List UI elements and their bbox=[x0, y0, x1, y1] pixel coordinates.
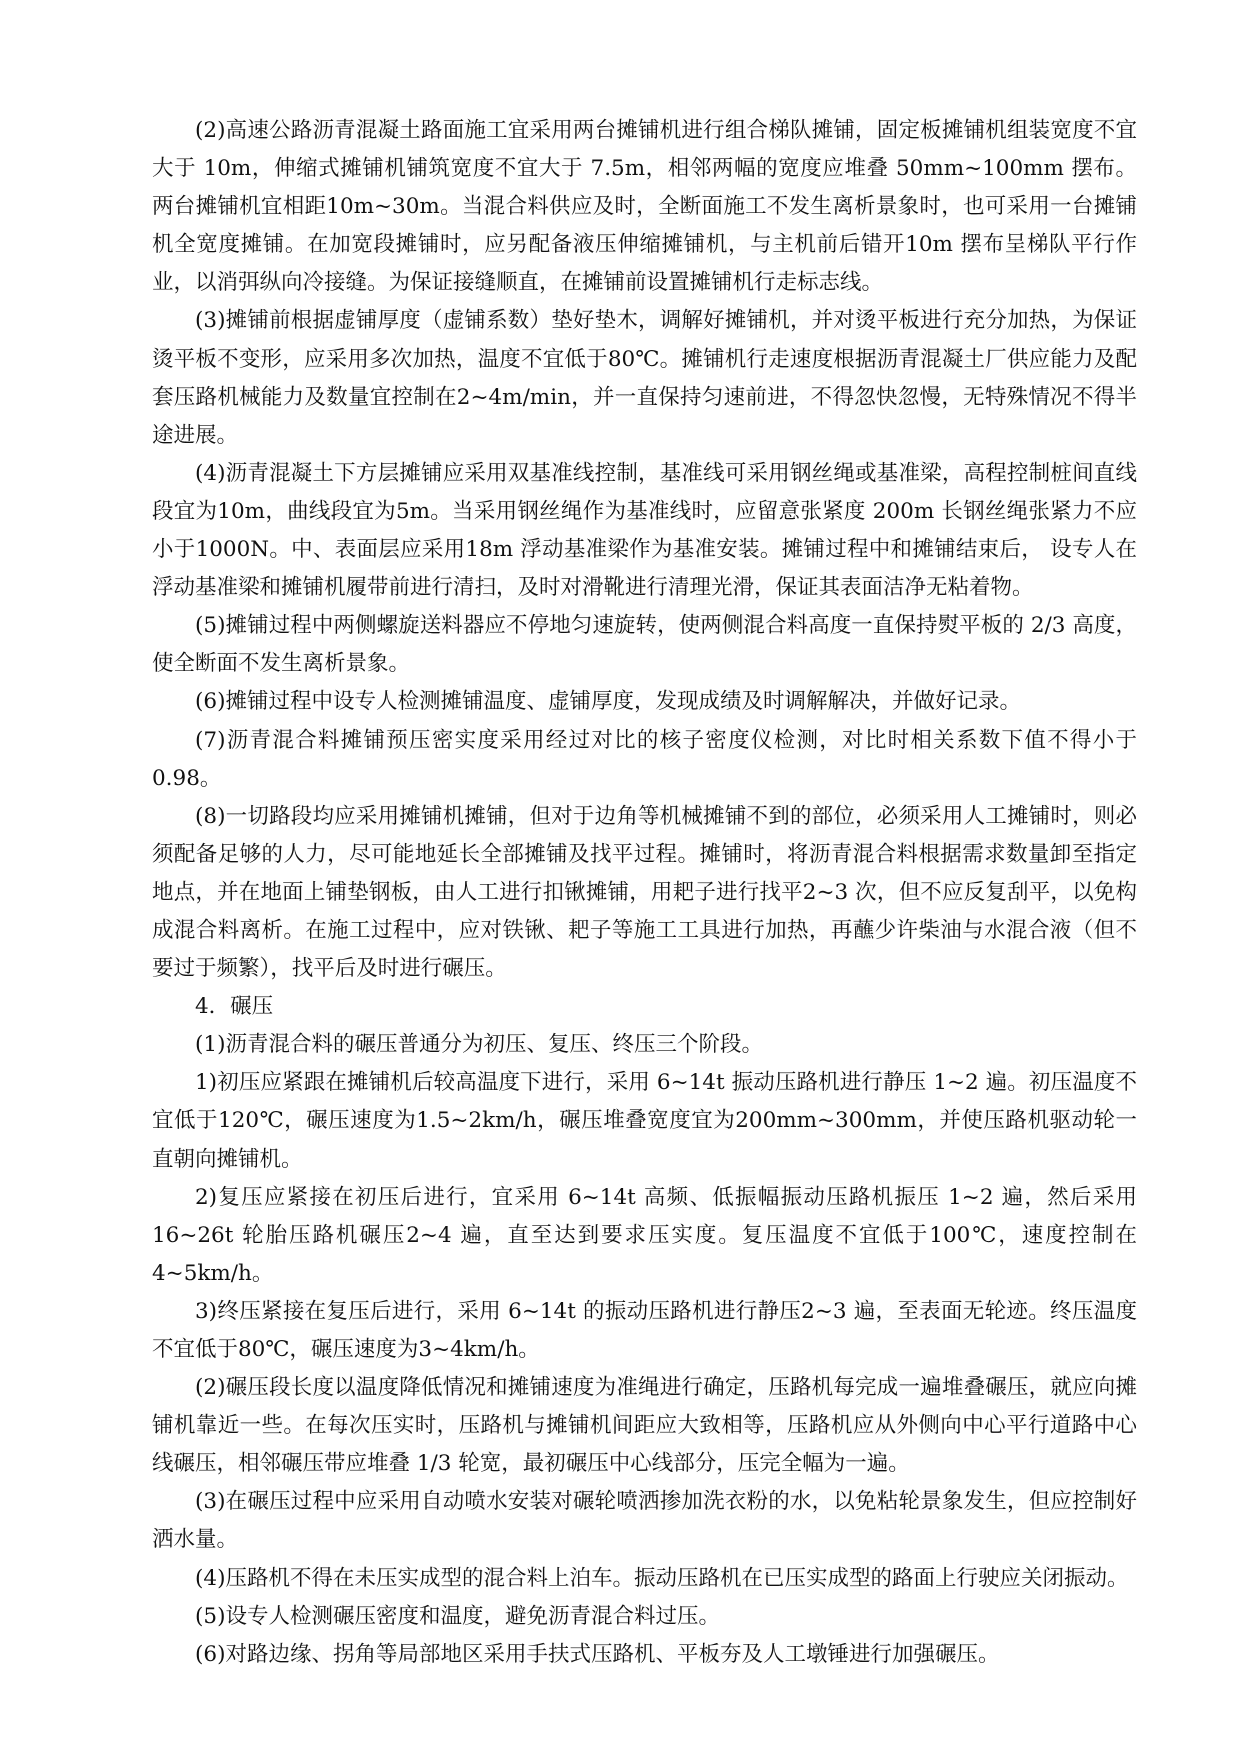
paragraph-paving-combination: (2)高速公路沥青混凝土路面施工宜采用两台摊铺机进行组合梯队摊铺，固定板摊铺机组装宽度不宜大于 10m，伸缩式摊铺机铺筑宽度不宜大于 7.5m，相邻两幅的宽度应堆叠 50mm~100mm 摆布。两台摊铺机宜相距10m~30m。当混合料供应及时，全断面施工不发生离析景象时，也可采用一台摊铺机全宽度摊铺。在加宽段摊铺时，应另配备液压伸缩摊铺机，与主机前后错开10m 摆布呈梯队平行作业，以消弭纵向冷接缝。为保证接缝顺直，在摊铺前设置摊铺机行走标志线。 bbox=[152, 118, 1137, 296]
paragraph-temperature-check: (6)摊铺过程中设专人检测摊铺温度、虚铺厚度，发现成绩及时调解解决，并做好记录。 bbox=[195, 689, 1021, 715]
section-heading-compaction: 4．碾压 bbox=[195, 994, 274, 1020]
paragraph-compaction-stages: (1)沥青混合料的碾压普通分为初压、复压、终压三个阶段。 bbox=[195, 1032, 763, 1058]
paragraph-water-spray: (3)在碾压过程中应采用自动喷水安装对碾轮喷洒掺加洗衣粉的水，以免粘轮景象发生，但应控制好洒水量。 bbox=[152, 1489, 1137, 1553]
paragraph-final-compaction: 3)终压紧接在复压后进行，采用 6~14t 的振动压路机进行静压2~3 遍，至表面无轮迹。终压温度不宜低于80℃，碾压速度为3~4km/h。 bbox=[152, 1298, 1137, 1362]
paragraph-roller-parking: (4)压路机不得在未压实成型的混合料上泊车。振动压路机在已压实成型的路面上行驶应关闭振动。 bbox=[195, 1565, 1129, 1591]
paragraph-compaction-length: (2)碾压段长度以温度降低情况和摊铺速度为准绳进行确定，压路机每完成一遍堆叠碾压，就应向摊铺机靠近一些。在每次压实时，压路机与摊铺机间距应大致相等，压路机应从外侧向中心平行道路中心线碾压，相邻碾压带应堆叠 1/3 轮宽，最初碾压中心线部分，压完全幅为一遍。 bbox=[152, 1375, 1137, 1477]
paragraph-screw-feeder: (5)摊铺过程中两侧螺旋送料器应不停地匀速旋转，使两侧混合料高度一直保持熨平板的 2/3 高度，使全断面不发生离析景象。 bbox=[152, 613, 1137, 677]
paragraph-manual-paving: (8)一切路段均应采用摊铺机摊铺，但对于边角等机械摊铺不到的部位，必须采用人工摊铺时，则必须配备足够的人力，尽可能地延长全部摊铺及找平过程。摊铺时，将沥青混合料根据需求数量卸至指定地点，并在地面上铺垫钢板，由人工进行扣锹摊铺，用耙子进行找平2~3 次，但不应反复刮平，以免构成混合料离析。在施工过程中，应对铁锹、耙子等施工工具进行加热，再蘸少许柴油与水混合液（但不要过于频繁），找平后及时进行碾压。 bbox=[152, 803, 1137, 982]
paragraph-edge-compaction: (6)对路边缘、拐角等局部地区采用手扶式压路机、平板夯及人工墩锤进行加强碾压。 bbox=[195, 1641, 1000, 1667]
document-page bbox=[152, 112, 1137, 1674]
paragraph-reference-line: (4)沥青混凝土下方层摊铺应采用双基准线控制，基准线可采用钢丝绳或基准梁，高程控制桩间直线段宜为10m，曲线段宜为5m。当采用钢丝绳作为基准线时，应留意张紧度 200m 长钢丝绳张紧力不应小于1000N。中、表面层应采用18m 浮动基准梁作为基准安装。摊铺过程中和摊铺结束后， 设专人在浮动基准梁和摊铺机履带前进行清扫，及时对滑靴进行清理光滑，保证其表面洁净无粘着物。 bbox=[152, 460, 1137, 601]
paragraph-paving-preheat: (3)摊铺前根据虚铺厚度（虚铺系数）垫好垫木，调解好摊铺机，并对烫平板进行充分加热，为保证烫平板不变形，应采用多次加热，温度不宜低于80℃。摊铺机行走速度根据沥青混凝土厂供应能力及配套压路机械能力及数量宜控制在2~4m/min，并一直保持匀速前进，不得忽快忽慢，无特殊情况不得半途进展。 bbox=[152, 308, 1137, 448]
paragraph-initial-compaction: 1)初压应紧跟在摊铺机后较高温度下进行，采用 6~14t 振动压路机进行静压 1~2 遍。初压温度不宜低于120℃，碾压速度为1.5~2km/h，碾压堆叠宽度宜为200mm~300mm，并使压路机驱动轮一直朝向摊铺机。 bbox=[152, 1070, 1137, 1172]
paragraph-density-monitoring: (5)设专人检测碾压密度和温度，避免沥青混合料过压。 bbox=[195, 1603, 720, 1629]
paragraph-density-test: (7)沥青混合料摊铺预压密实度采用经过对比的核子密度仪检测，对比时相关系数下值不得小于0.98。 bbox=[152, 727, 1137, 791]
paragraph-secondary-compaction: 2)复压应紧接在初压后进行，宜采用 6~14t 高频、低振幅振动压路机振压 1~2 遍，然后采用 16~26t 轮胎压路机碾压2~4 遍，直至达到要求压实度。复压温度不宜低于100℃，速度控制在4~5km/h。 bbox=[152, 1184, 1137, 1286]
